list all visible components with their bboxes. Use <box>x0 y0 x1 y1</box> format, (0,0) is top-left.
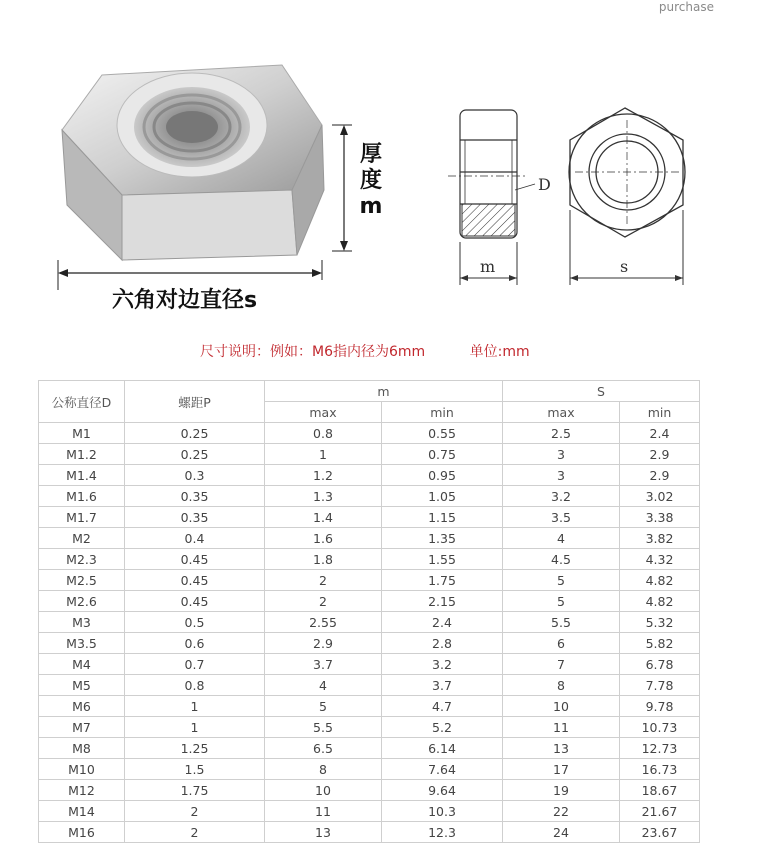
cell-s-min: 4.82 <box>620 591 700 612</box>
table-row <box>39 486 700 507</box>
cell-m-min: 1.15 <box>382 507 503 528</box>
cell-s-min: 2.9 <box>620 444 700 465</box>
cell-pitch: 0.25 <box>125 423 265 444</box>
cell-nominal: M2.3 <box>39 549 125 570</box>
cell-m-min: 5.2 <box>382 717 503 738</box>
cell-nominal: M14 <box>39 801 125 822</box>
cell-s-min: 12.73 <box>620 738 700 759</box>
cell-nominal: M8 <box>39 738 125 759</box>
cell-nominal: M1.2 <box>39 444 125 465</box>
cell-m-min: 4.7 <box>382 696 503 717</box>
cell-s-max: 7 <box>503 654 620 675</box>
table-row <box>39 759 700 780</box>
cell-s-max: 6 <box>503 633 620 654</box>
cell-m-min: 10.3 <box>382 801 503 822</box>
header-row-1 <box>39 381 700 402</box>
cell-s-max: 24 <box>503 822 620 843</box>
cell-nominal: M1 <box>39 423 125 444</box>
cell-m-max: 5.5 <box>265 717 382 738</box>
cell-s-max: 22 <box>503 801 620 822</box>
cell-pitch: 0.7 <box>125 654 265 675</box>
cell-nominal: M6 <box>39 696 125 717</box>
cell-pitch: 1.75 <box>125 780 265 801</box>
cell-pitch: 0.45 <box>125 570 265 591</box>
cell-m-max: 11 <box>265 801 382 822</box>
cell-m-min: 0.95 <box>382 465 503 486</box>
cell-m-max: 0.8 <box>265 423 382 444</box>
header-group-s: S <box>503 381 700 402</box>
cell-m-max: 1 <box>265 444 382 465</box>
cell-s-max: 4.5 <box>503 549 620 570</box>
cell-s-max: 8 <box>503 675 620 696</box>
cell-m-min: 2.8 <box>382 633 503 654</box>
cell-nominal: M2.6 <box>39 591 125 612</box>
cell-m-min: 1.35 <box>382 528 503 549</box>
size-note <box>200 341 530 361</box>
purchase-link[interactable]: purchase <box>658 0 714 14</box>
cell-s-max: 3.5 <box>503 507 620 528</box>
header-group-m: m <box>265 381 503 402</box>
cell-pitch: 0.5 <box>125 612 265 633</box>
table-row <box>39 612 700 633</box>
cell-pitch: 0.45 <box>125 591 265 612</box>
header-m-max: max <box>265 402 382 423</box>
cell-m-min: 0.55 <box>382 423 503 444</box>
table-row <box>39 675 700 696</box>
cell-s-min: 10.73 <box>620 717 700 738</box>
cell-s-max: 19 <box>503 780 620 801</box>
cell-m-min: 3.2 <box>382 654 503 675</box>
cell-m-max: 10 <box>265 780 382 801</box>
cell-m-min: 2.15 <box>382 591 503 612</box>
cell-m-max: 5 <box>265 696 382 717</box>
table-row <box>39 591 700 612</box>
cell-s-min: 2.4 <box>620 423 700 444</box>
cell-nominal: M7 <box>39 717 125 738</box>
cell-m-max: 13 <box>265 822 382 843</box>
cell-s-max: 10 <box>503 696 620 717</box>
cell-m-min: 1.55 <box>382 549 503 570</box>
cell-s-min: 4.82 <box>620 570 700 591</box>
cell-s-min: 9.78 <box>620 696 700 717</box>
technical-drawing <box>440 100 720 285</box>
cell-nominal: M10 <box>39 759 125 780</box>
cell-s-min: 2.9 <box>620 465 700 486</box>
cell-m-max: 4 <box>265 675 382 696</box>
table-row <box>39 696 700 717</box>
cell-s-max: 13 <box>503 738 620 759</box>
cell-nominal: M2 <box>39 528 125 549</box>
cell-s-min: 16.73 <box>620 759 700 780</box>
table-row <box>39 738 700 759</box>
table-row <box>39 633 700 654</box>
cell-pitch: 2 <box>125 801 265 822</box>
cell-m-max: 1.3 <box>265 486 382 507</box>
cell-s-min: 6.78 <box>620 654 700 675</box>
cell-s-min: 3.38 <box>620 507 700 528</box>
cell-s-min: 5.82 <box>620 633 700 654</box>
table-row <box>39 570 700 591</box>
cell-s-max: 3 <box>503 444 620 465</box>
cell-s-min: 21.67 <box>620 801 700 822</box>
table-row <box>39 549 700 570</box>
cell-pitch: 2 <box>125 822 265 843</box>
cell-pitch: 0.4 <box>125 528 265 549</box>
table-row <box>39 822 700 843</box>
cell-s-min: 3.82 <box>620 528 700 549</box>
cell-pitch: 0.3 <box>125 465 265 486</box>
table-row <box>39 654 700 675</box>
cell-s-max: 5 <box>503 570 620 591</box>
cell-pitch: 0.35 <box>125 507 265 528</box>
table-row <box>39 465 700 486</box>
cell-s-max: 5 <box>503 591 620 612</box>
drawing-label-m: m <box>480 257 496 276</box>
cell-s-min: 3.02 <box>620 486 700 507</box>
cell-pitch: 1 <box>125 696 265 717</box>
cell-nominal: M16 <box>39 822 125 843</box>
cell-m-max: 3.7 <box>265 654 382 675</box>
cell-m-min: 0.75 <box>382 444 503 465</box>
thickness-char-2: 度 <box>359 168 382 193</box>
cell-pitch: 0.25 <box>125 444 265 465</box>
cell-m-min: 1.75 <box>382 570 503 591</box>
thickness-char-3: m <box>359 194 383 219</box>
header-s-min: min <box>620 402 700 423</box>
header-nominal-diameter: 公称直径D <box>39 381 125 423</box>
cell-m-max: 6.5 <box>265 738 382 759</box>
cell-pitch: 0.45 <box>125 549 265 570</box>
thickness-label <box>358 142 384 220</box>
table-row <box>39 780 700 801</box>
cell-s-min: 23.67 <box>620 822 700 843</box>
cell-nominal: M4 <box>39 654 125 675</box>
table-row <box>39 717 700 738</box>
cell-s-min: 5.32 <box>620 612 700 633</box>
cell-nominal: M1.6 <box>39 486 125 507</box>
cell-m-max: 2 <box>265 591 382 612</box>
thickness-char-1: 厚 <box>359 142 382 167</box>
cell-m-max: 2.55 <box>265 612 382 633</box>
cell-m-min: 6.14 <box>382 738 503 759</box>
drawing-label-D: D <box>538 175 551 194</box>
size-description: 尺寸说明：例如：M6指内径为6mm <box>200 344 426 360</box>
cell-pitch: 0.6 <box>125 633 265 654</box>
unit-label: 单位:mm <box>469 344 530 360</box>
cell-m-min: 7.64 <box>382 759 503 780</box>
cell-m-min: 9.64 <box>382 780 503 801</box>
cell-s-max: 4 <box>503 528 620 549</box>
cell-m-max: 1.8 <box>265 549 382 570</box>
drawing-label-s: s <box>620 257 629 276</box>
cell-m-min: 1.05 <box>382 486 503 507</box>
cell-nominal: M5 <box>39 675 125 696</box>
cell-s-max: 5.5 <box>503 612 620 633</box>
cell-m-min: 12.3 <box>382 822 503 843</box>
cell-pitch: 0.8 <box>125 675 265 696</box>
table-row <box>39 507 700 528</box>
cell-pitch: 1.25 <box>125 738 265 759</box>
cell-s-min: 7.78 <box>620 675 700 696</box>
header-s-max: max <box>503 402 620 423</box>
spec-table <box>38 380 700 843</box>
across-flats-label: 六角对边直径s <box>112 288 258 313</box>
cell-nominal: M2.5 <box>39 570 125 591</box>
cell-m-max: 2.9 <box>265 633 382 654</box>
cell-nominal: M1.7 <box>39 507 125 528</box>
hex-nut-photo <box>52 55 352 295</box>
cell-m-max: 2 <box>265 570 382 591</box>
cell-s-max: 3 <box>503 465 620 486</box>
table-row <box>39 423 700 444</box>
cell-m-max: 1.4 <box>265 507 382 528</box>
cell-s-max: 3.2 <box>503 486 620 507</box>
cell-s-max: 2.5 <box>503 423 620 444</box>
cell-pitch: 1 <box>125 717 265 738</box>
cell-nominal: M12 <box>39 780 125 801</box>
cell-s-min: 4.32 <box>620 549 700 570</box>
cell-m-min: 3.7 <box>382 675 503 696</box>
cell-nominal: M3.5 <box>39 633 125 654</box>
table-row <box>39 801 700 822</box>
table-row <box>39 528 700 549</box>
cell-m-max: 8 <box>265 759 382 780</box>
header-pitch: 螺距P <box>125 381 265 423</box>
cell-s-max: 17 <box>503 759 620 780</box>
cell-s-max: 11 <box>503 717 620 738</box>
cell-m-max: 1.2 <box>265 465 382 486</box>
cell-s-min: 18.67 <box>620 780 700 801</box>
cell-nominal: M1.4 <box>39 465 125 486</box>
header-m-min: min <box>382 402 503 423</box>
table-body <box>39 423 700 843</box>
table-row <box>39 444 700 465</box>
cell-pitch: 1.5 <box>125 759 265 780</box>
cell-nominal: M3 <box>39 612 125 633</box>
cell-pitch: 0.35 <box>125 486 265 507</box>
cell-m-min: 2.4 <box>382 612 503 633</box>
cell-m-max: 1.6 <box>265 528 382 549</box>
